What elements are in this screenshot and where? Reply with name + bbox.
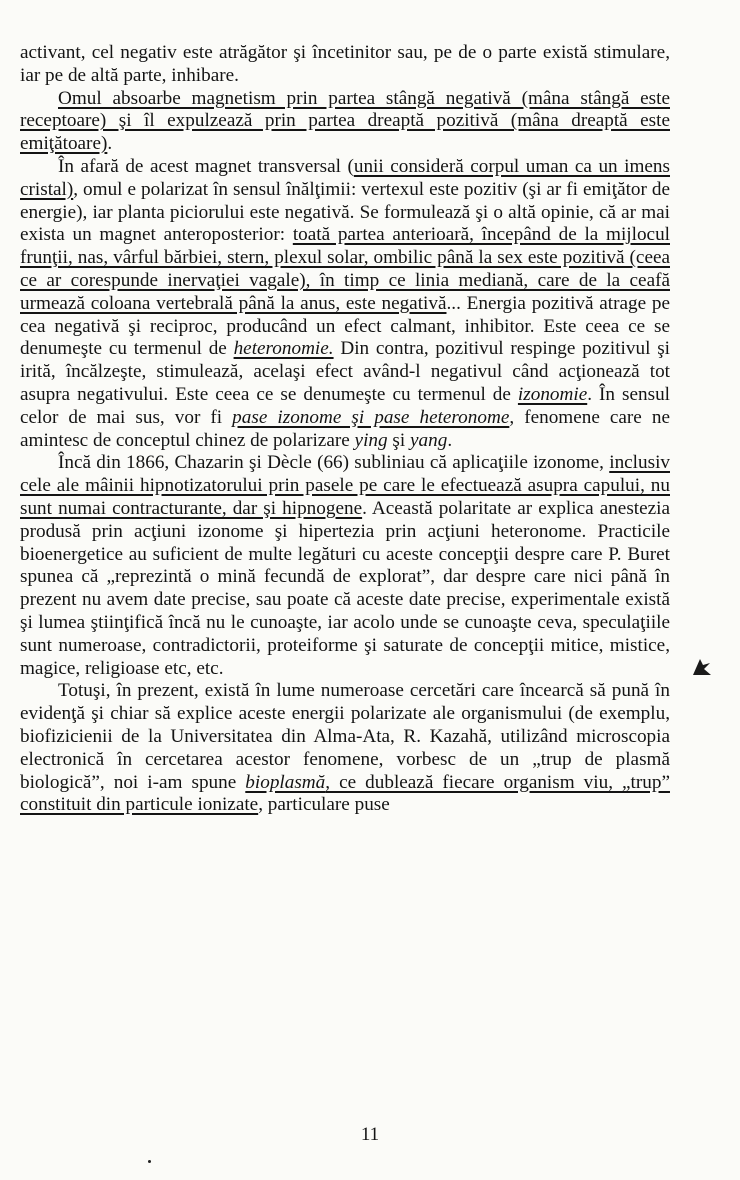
paragraph: [20, 452, 670, 680]
paragraph: [20, 42, 670, 88]
emphasized-text: yang: [410, 429, 448, 451]
emphasized-text: izonomie: [517, 383, 588, 405]
emphasized-text: , ce dublează fiecare organism viu, „trup” constituit din particule ionizate: [20, 771, 670, 816]
speck-mark: [148, 1160, 151, 1163]
emphasized-text: pase izonome şi pase heteronome: [232, 406, 510, 428]
emphasized-text: Omul absoarbe magnetism prin partea stângă negativă (mâna stângă este receptoare) şi îl expulzează prin partea dreaptă pozitivă (mâna dreaptă este emiţătoare): [20, 87, 670, 155]
emphasized-text: unii consideră corpul uman ca un imens cristal): [20, 155, 670, 200]
text-segment: şi: [387, 429, 410, 451]
text-segment: activant, cel negativ este atrăgător şi încetinitor sau, pe de o parte există stimulare, iar pe de altă parte, inhibare.: [20, 42, 670, 86]
text-segment: .: [447, 429, 453, 451]
emphasized-text: bioplasmă: [245, 771, 326, 793]
text-segment: În afară de acest magnet transversal (: [58, 155, 354, 177]
text-segment: , omul e polarizat în sensul înălţimii: vertexul este pozitiv (şi ar fi emiţător de energie), iar planta piciorului este negativă. Se formulează şi o altă opinie, că ar mai exista un magnet anteroposterior:: [20, 178, 670, 246]
paragraph: [20, 88, 670, 156]
text-segment: . În sensul celor de mai sus, vor fi: [20, 383, 670, 428]
emphasized-text: inclusiv cele ale mâinii hipnotizatorului prin pasele pe care le efectuează asupra capului, nu sunt numai contracturante, dar şi hipnogene: [20, 452, 670, 519]
text-segment: Din contra, pozitivul respinge pozitivul şi irită, încălzeşte, stimulează, acelaşi efect având-l negativul când acţionează tot asupra negativului. Este ceea ce se denumeşte cu termenul de: [20, 338, 670, 405]
paragraph: [20, 156, 670, 452]
text-segment: Totuşi, în prezent, există în lume numeroase cercetări care încearcă să pună în evidenţă şi chiar să explice aceste energii polarizate ale organismului (de exemplu, biofizicienii de la Universitatea din Alma-Ata, R. Kazahă, utilizând microscopia electronică în cercetarea acestor fenomene, vorbesc de un „trup de plasmă biologică”, noi i-am spune: [20, 680, 670, 793]
emphasized-text: heteronomie.: [233, 338, 334, 360]
text-segment: ... Energia pozitivă atrage pe cea negativă şi reciproc, producând un efect calmant, inhibitor. Este ceea ce se denumeşte cu termenul de: [20, 292, 670, 360]
emphasized-text: toată partea anterioară, începând de la mijlocul frunţii, nas, vârful bărbiei, stern, plexul solar, ombilic până la sex este pozitivă (ceea ce ar corespunde inervaţiei vagale), în timp ce linia mediană, care de la ceafă urmează coloana vertebrală până la anus, este negativă: [20, 224, 670, 314]
emphasized-text: ying: [354, 429, 388, 451]
text-segment: . Această polaritate ar explica anestezia produsă prin acţiuni izonome şi hipertezia prin acţiuni heteronome. Practicile bioenergetice au suficient de multe legături cu aceste concepţii despre care P. Buret spunea că „reprezintă o mină fecundă de explorat”, dar despre care nici până în prezent nu avem date precise, sau poate că aceste date precise, experimentale există şi lumea ştiinţifică încă nu le cunoaşte, iar acolo unde se cunoaşte ceva, speculaţiile sunt numeroase, contradictorii, proteiforme şi saturate de concepţii mitice, mistice, magice, religioase etc, etc.: [20, 497, 670, 679]
text-segment: , fenomene care ne amintesc de conceptul chinez de polarizare: [20, 406, 670, 451]
body-text: [20, 42, 670, 817]
hand-drawn-margin-mark-icon: [690, 655, 714, 679]
page-number: 11: [360, 1124, 380, 1145]
text-segment: Încă din 1866, Chazarin şi Dècle (66) subliniau că aplicaţiile izonome,: [58, 452, 610, 474]
text-segment: , particulare puse: [258, 794, 390, 816]
text-segment: .: [107, 133, 113, 155]
paragraph: [20, 680, 670, 817]
